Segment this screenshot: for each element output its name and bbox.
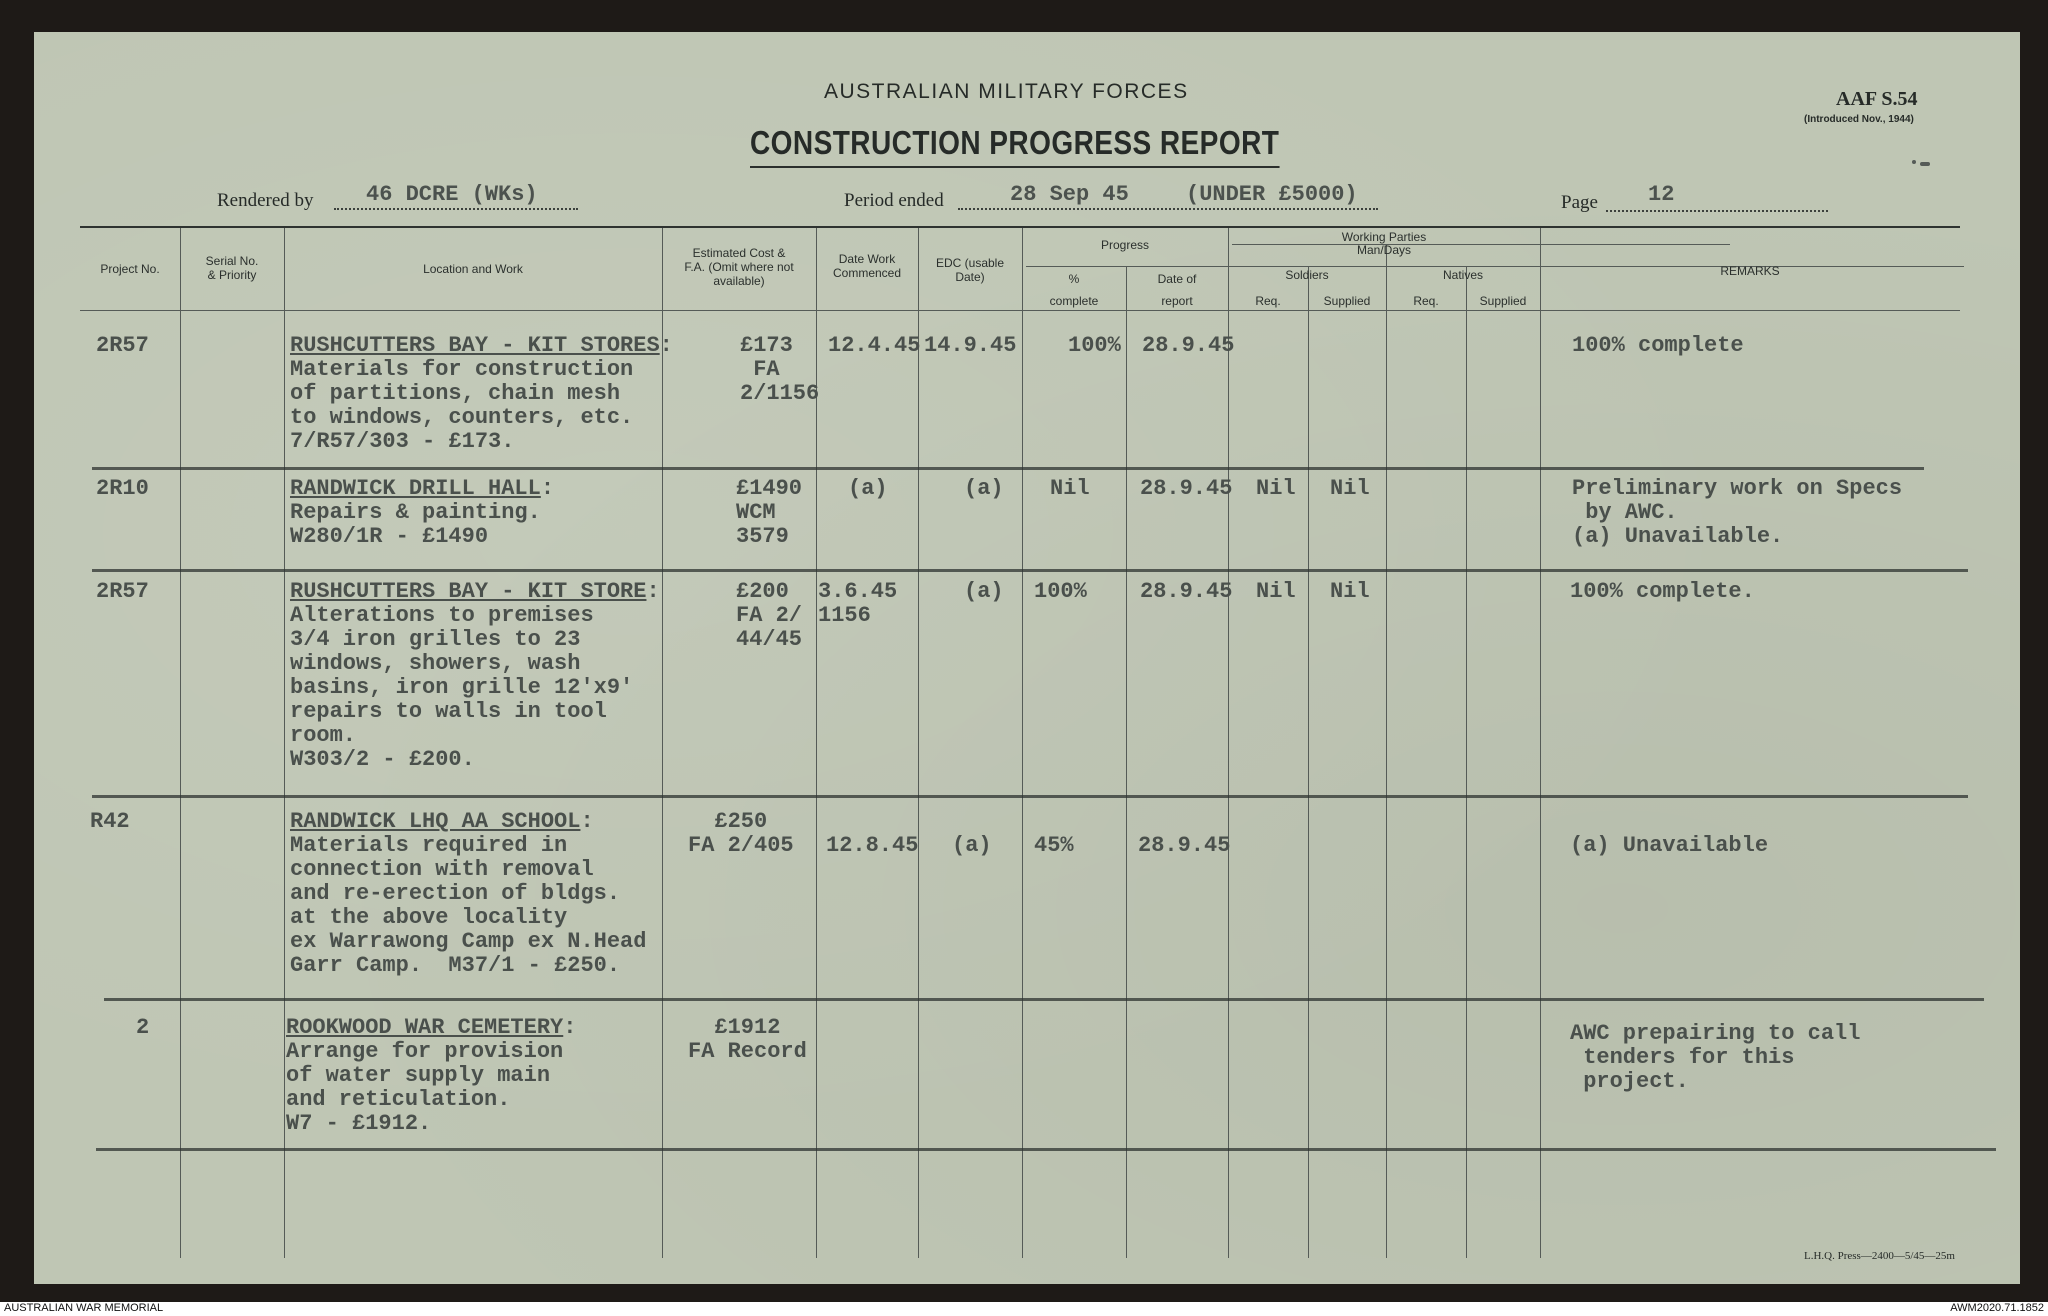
period-note: (UNDER £5000) [1186,182,1358,207]
col-edc-line1: EDC (usable [935,256,1005,270]
col-remarks: REMARKS [1720,264,1780,278]
row3-percent: 100% [1034,579,1087,604]
col-divider-10 [1386,244,1387,1258]
row2-commenced: (a) [848,476,888,501]
row2-remarks: Preliminary work on Specs by AWC. (a) Unavailable. [1572,476,1903,549]
col-natives-supplied: Supplied [1479,294,1527,308]
scan-mark [1912,160,1916,164]
col-soldiers-req: Req. [1255,294,1281,308]
forces-heading: AUSTRALIAN MILITARY FORCES [824,80,1189,103]
report-sheet [34,32,2020,1284]
row3-date-report: 28.9.45 [1140,579,1233,604]
col-divider-2 [284,228,285,1258]
col-working-line1: Working Parties [1341,230,1427,244]
row5-project: 2 [136,1015,150,1040]
row1-edc: 14.9.45 [924,333,1017,358]
col-commenced-line1: Date Work [838,252,896,266]
rendered-by-value: 46 DCRE (WKs) [366,182,538,207]
row1-commenced: 12.4.45 [828,333,921,358]
row-separator-3 [92,795,1968,798]
page-value: 12 [1648,182,1675,207]
col-percent-line1: % [1068,272,1080,286]
row1-percent: 100% [1068,333,1121,358]
row2-percent: Nil [1050,476,1090,501]
col-divider-8 [1228,228,1229,1258]
period-ended-label: Period ended [844,190,944,211]
row2-location-title: RANDWICK DRILL HALL: [290,476,555,501]
row3-project: 2R57 [96,579,149,604]
row2-date-report: 28.9.45 [1140,476,1233,501]
row3-commenced: 3.6.45 1156 [818,579,898,628]
row4-edc: (a) [952,833,992,858]
row5-location-title: ROOKWOOD WAR CEMETERY: [286,1015,577,1040]
row4-commenced: 12.8.45 [826,833,919,858]
row5-cost: £1912 FA Record [688,1015,807,1064]
col-serial-line2: & Priority [207,268,257,282]
col-progress: Progress [1100,238,1150,252]
col-divider-7 [1126,266,1127,1258]
scan-mark [1920,162,1930,166]
row4-date-report: 28.9.45 [1138,833,1231,858]
row2-cost: £1490 WCM 3579 [736,476,803,549]
row3-edc: (a) [964,579,1004,604]
row1-project: 2R57 [96,333,149,358]
col-natives-req: Req. [1413,294,1439,308]
table-header-bottom-rule [80,310,1960,311]
row4-location-title: RANDWICK LHQ AA SCHOOL: [290,809,594,834]
report-title: CONSTRUCTION PROGRESS REPORT [750,124,1279,168]
row5-location-body: Arrange for provision of water supply main and reticulation. W7 - £1912. [286,1039,564,1136]
page-dots [1606,210,1828,212]
col-divider-3 [662,228,663,1258]
row1-location-body: Materials for construction of partitions, chain mesh to windows, counters, etc. 7/R57/303 - £173. [290,357,634,454]
col-serial-line1: Serial No. [205,254,259,268]
row1-location-title: RUSHCUTTERS BAY - KIT STORES: [290,333,673,358]
row5-remarks: AWC prepairing to call tenders for this project. [1570,1021,1861,1094]
row3-remarks: 100% complete. [1570,579,1755,604]
col-working-line2: Man/Days [1356,243,1412,257]
row-separator-1 [92,467,1924,470]
col-cost-line2: F.A. (Omit where not [684,260,794,274]
archive-caption-strip [0,1302,2048,1316]
col-date-report-line1: Date of [1157,272,1197,286]
period-ended-value: 28 Sep 45 [1010,182,1129,207]
row1-date-report: 28.9.45 [1142,333,1235,358]
row4-percent: 45% [1034,833,1074,858]
col-location: Location and Work [423,262,523,276]
col-cost-line1: Estimated Cost & [692,246,786,260]
col-divider-9 [1308,266,1309,1258]
row4-project: R42 [90,809,130,834]
col-divider-5 [918,228,919,1258]
row2-edc: (a) [964,476,1004,501]
row-separator-2 [92,569,1968,572]
col-soldiers-supplied: Supplied [1323,294,1371,308]
row2-soldiers-req: Nil [1256,476,1296,501]
row-separator-4 [104,998,1984,1001]
page-label: Page [1561,192,1598,213]
rendered-by-label: Rendered by [217,190,314,211]
printer-code: L.H.Q. Press—2400—5/45—25m [1804,1250,1955,1262]
rendered-by-dots [334,208,578,210]
row1-remarks: 100% complete [1572,333,1744,358]
row3-soldiers-supplied: Nil [1330,579,1370,604]
form-introduced-note: (Introduced Nov., 1944) [1804,114,1914,125]
col-soldiers: Soldiers [1285,268,1329,282]
row4-cost: £250 FA 2/405 [688,809,794,858]
row4-location-body: Materials required in connection with removal and re-erection of bldgs. at the above locality ex Warrawong Camp ex N.Head Garr Camp. M37/1 - £250. [290,833,647,978]
period-ended-dots [958,208,1378,210]
row3-location-title: RUSHCUTTERS BAY - KIT STORE: [290,579,660,604]
row2-soldiers-supplied: Nil [1330,476,1370,501]
row3-soldiers-req: Nil [1256,579,1296,604]
col-edc-line2: Date) [955,270,985,284]
row3-cost: £200 FA 2/ 44/45 [736,579,803,652]
row3-location-body: Alterations to premises 3/4 iron grilles to 23 windows, showers, wash basins, iron grille 12'x9' repairs to walls in tool room. W303/2 - £200. [290,603,634,772]
col-divider-1 [180,228,181,1258]
col-date-report-line2: report [1161,294,1193,308]
row2-project: 2R10 [96,476,149,501]
form-code: AAF S.54 [1836,88,1918,110]
col-cost-line3: available) [713,274,765,288]
col-divider-6 [1022,228,1023,1258]
archive-name: AUSTRALIAN WAR MEMORIAL [4,1302,164,1314]
col-project-no: Project No. [100,262,160,276]
row-separator-5 [96,1148,1996,1151]
col-divider-12 [1540,228,1541,1258]
row1-cost: £173 FA 2/1156 [740,333,820,406]
col-natives: Natives [1442,268,1483,282]
archive-reference: AWM2020.71.1852 [1950,1302,2044,1314]
row4-remarks: (a) Unavailable [1570,833,1769,858]
table-top-rule [80,226,1960,228]
col-divider-11 [1466,266,1467,1258]
col-commenced-line2: Commenced [832,266,902,280]
row2-location-body: Repairs & painting. W280/1R - £1490 [290,500,541,549]
col-percent-line2: complete [1049,294,1099,308]
